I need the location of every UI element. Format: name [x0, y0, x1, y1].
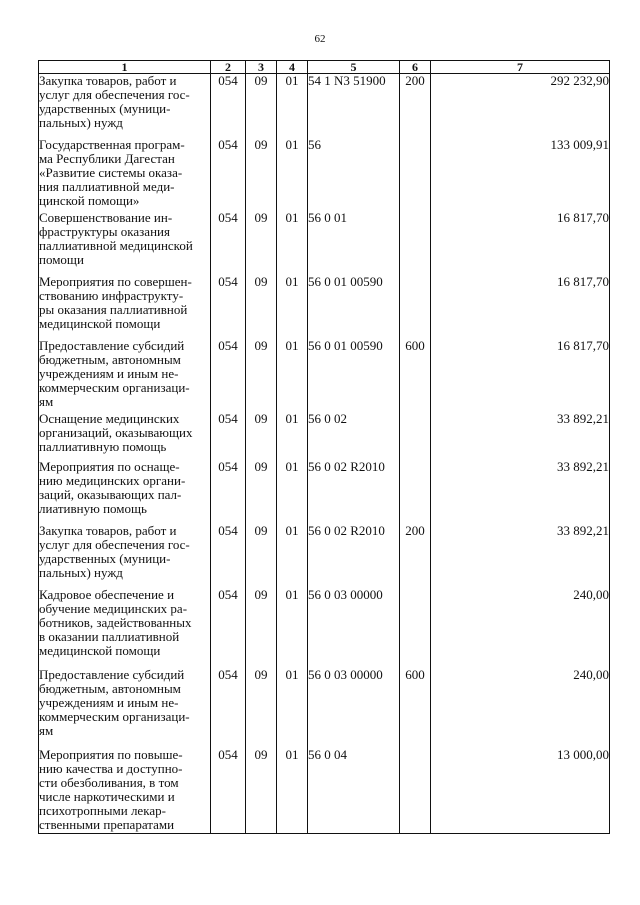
row-name-line: лиативную помощь: [39, 500, 147, 516]
row-name-line: Мероприятия по совершен-: [39, 273, 192, 289]
ministry-code-cell: 054: [211, 668, 246, 748]
section-code-cell: 09: [246, 74, 277, 138]
row-name-line: Совершенствование ин-: [39, 209, 173, 225]
row-name-line: услуг для обеспечения гос-: [39, 87, 190, 102]
table-row: [39, 74, 610, 138]
row-name-line: цинской помощи»: [39, 192, 140, 208]
row-name-line: фраструктуры оказания: [39, 223, 170, 239]
row-name-line: ботников, задействованных: [39, 614, 192, 630]
row-name-cell: [39, 668, 211, 748]
row-name-line: помощи: [39, 251, 84, 267]
section-code-cell: 09: [246, 748, 277, 834]
row-name-line: Кадровое обеспечение и: [39, 586, 175, 602]
ministry-code-cell: 054: [211, 460, 246, 524]
expense-type-cell: [400, 275, 431, 339]
header-col-3: 3: [246, 61, 277, 74]
row-name-cell: [39, 524, 211, 588]
ministry-code-cell: 054: [211, 211, 246, 275]
expense-type-cell: [400, 748, 431, 834]
subsection-code-cell: 01: [277, 588, 308, 668]
header-col-6: 6: [400, 61, 431, 74]
section-code-cell: 09: [246, 460, 277, 524]
subsection-code-cell: 01: [277, 668, 308, 748]
subsection-code-cell: 01: [277, 460, 308, 524]
row-name-cell: [39, 748, 211, 834]
amount-cell: 292 232,90: [431, 74, 610, 138]
row-name-line: паллиативную помощь: [39, 438, 167, 454]
expense-type-cell: [400, 412, 431, 460]
header-col-4: 4: [277, 61, 308, 74]
row-name-line: Мероприятия по повыше-: [39, 746, 183, 762]
row-name-line: коммерческим организаци-: [39, 379, 190, 395]
row-name-line: Закупка товаров, работ и: [39, 73, 177, 88]
expense-type-cell: [400, 211, 431, 275]
table-row: [39, 412, 610, 460]
table-row: [39, 460, 610, 524]
header-col-1: 1: [39, 61, 211, 74]
expense-type-cell: [400, 138, 431, 211]
row-name-line: ям: [39, 393, 54, 409]
table-row: [39, 748, 610, 834]
header-col-2: 2: [211, 61, 246, 74]
row-name-line: услуг для обеспечения гос-: [39, 536, 190, 552]
amount-cell: 33 892,21: [431, 412, 610, 460]
row-name-line: ния паллиативной меди-: [39, 178, 175, 194]
row-name-line: ры оказания паллиативной: [39, 301, 188, 317]
target-article-cell: 56 0 02 R2010: [308, 524, 400, 588]
row-name-cell: [39, 211, 211, 275]
row-name-line: Государственная програм-: [39, 136, 185, 152]
table-row: [39, 138, 610, 211]
target-article-cell: 56 0 01 00590: [308, 339, 400, 412]
section-code-cell: 09: [246, 412, 277, 460]
amount-cell: 33 892,21: [431, 460, 610, 524]
row-name-line: Предоставление субсидий: [39, 666, 185, 682]
row-name-line: нию медицинских органи-: [39, 472, 186, 488]
target-article-cell: 56 0 04: [308, 748, 400, 834]
section-code-cell: 09: [246, 211, 277, 275]
table-row: [39, 588, 610, 668]
ministry-code-cell: 054: [211, 588, 246, 668]
row-name-line: Закупка товаров, работ и: [39, 522, 177, 538]
row-name-line: числе наркотическими и: [39, 788, 175, 804]
table-row: [39, 524, 610, 588]
subsection-code-cell: 01: [277, 339, 308, 412]
table-row: [39, 668, 610, 748]
row-name-line: ственными препаратами: [39, 816, 175, 832]
subsection-code-cell: 01: [277, 138, 308, 211]
target-article-cell: 54 1 N3 51900: [308, 74, 400, 138]
ministry-code-cell: 054: [211, 74, 246, 138]
row-name-line: организаций, оказывающих: [39, 424, 193, 440]
subsection-code-cell: 01: [277, 748, 308, 834]
section-code-cell: 09: [246, 339, 277, 412]
amount-cell: 240,00: [431, 588, 610, 668]
ministry-code-cell: 054: [211, 748, 246, 834]
target-article-cell: 56 0 03 00000: [308, 668, 400, 748]
subsection-code-cell: 01: [277, 524, 308, 588]
expense-type-cell: 200: [400, 524, 431, 588]
row-name-line: бюджетным, автономным: [39, 351, 181, 367]
budget-table: [38, 60, 610, 834]
target-article-cell: 56 0 02: [308, 412, 400, 460]
row-name-line: медицинской помощи: [39, 315, 161, 331]
subsection-code-cell: 01: [277, 211, 308, 275]
row-name-line: в оказании паллиативной: [39, 628, 180, 644]
table-row: [39, 339, 610, 412]
ministry-code-cell: 054: [211, 138, 246, 211]
row-name-line: Предоставление субсидий: [39, 337, 185, 353]
expense-type-cell: 200: [400, 74, 431, 138]
row-name-line: бюджетным, автономным: [39, 680, 181, 696]
section-code-cell: 09: [246, 138, 277, 211]
ministry-code-cell: 054: [211, 412, 246, 460]
section-code-cell: 09: [246, 668, 277, 748]
amount-cell: 33 892,21: [431, 524, 610, 588]
subsection-code-cell: 01: [277, 275, 308, 339]
amount-cell: 240,00: [431, 668, 610, 748]
amount-cell: 16 817,70: [431, 211, 610, 275]
target-article-cell: 56 0 02 R2010: [308, 460, 400, 524]
row-name-line: «Развитие системы оказа-: [39, 164, 183, 180]
row-name-line: коммерческим организаци-: [39, 708, 190, 724]
row-name-cell: [39, 339, 211, 412]
expense-type-cell: 600: [400, 668, 431, 748]
amount-cell: 16 817,70: [431, 275, 610, 339]
header-col-7: 7: [431, 61, 610, 74]
table-row: [39, 211, 610, 275]
row-name-line: ма Республики Дагестан: [39, 150, 175, 166]
row-name-cell: [39, 74, 211, 138]
subsection-code-cell: 01: [277, 74, 308, 138]
row-name-line: пальных) нужд: [39, 564, 123, 580]
subsection-code-cell: 01: [277, 412, 308, 460]
expense-type-cell: [400, 588, 431, 668]
row-name-line: ударственных (муници-: [39, 550, 171, 566]
target-article-cell: 56 0 01: [308, 211, 400, 275]
section-code-cell: 09: [246, 524, 277, 588]
row-name-line: Оснащение медицинских: [39, 410, 180, 426]
row-name-line: медицинской помощи: [39, 642, 161, 658]
ministry-code-cell: 054: [211, 339, 246, 412]
target-article-cell: 56 0 01 00590: [308, 275, 400, 339]
row-name-line: психотропными лекар-: [39, 802, 166, 818]
ministry-code-cell: 054: [211, 524, 246, 588]
row-name-cell: [39, 138, 211, 211]
target-article-cell: 56 0 03 00000: [308, 588, 400, 668]
header-row: [39, 61, 610, 74]
row-name-cell: [39, 412, 211, 460]
row-name-line: заций, оказывающих пал-: [39, 486, 182, 502]
amount-cell: 133 009,91: [431, 138, 610, 211]
row-name-line: Мероприятия по оснаще-: [39, 458, 180, 474]
amount-cell: 16 817,70: [431, 339, 610, 412]
row-name-line: сти обезболивания, в том: [39, 774, 179, 790]
row-name-line: учреждениям и иным не-: [39, 365, 179, 381]
row-name-line: ям: [39, 722, 54, 738]
section-code-cell: 09: [246, 275, 277, 339]
page-number: 62: [314, 33, 326, 45]
amount-cell: 13 000,00: [431, 748, 610, 834]
row-name-line: нию качества и доступно-: [39, 760, 183, 776]
row-name-line: обучение медицинских ра-: [39, 600, 188, 616]
row-name-cell: [39, 275, 211, 339]
table-row: [39, 275, 610, 339]
row-name-line: учреждениям и иным не-: [39, 694, 179, 710]
row-name-line: ударственных (муници-: [39, 101, 171, 116]
ministry-code-cell: 054: [211, 275, 246, 339]
section-code-cell: 09: [246, 588, 277, 668]
row-name-line: паллиативной медицинской: [39, 237, 193, 253]
expense-type-cell: [400, 460, 431, 524]
row-name-cell: [39, 588, 211, 668]
expense-type-cell: 600: [400, 339, 431, 412]
row-name-line: пальных) нужд: [39, 115, 123, 130]
row-name-line: ствованию инфраструкту-: [39, 287, 184, 303]
row-name-cell: [39, 460, 211, 524]
header-col-5: 5: [308, 61, 400, 74]
target-article-cell: 56: [308, 138, 400, 211]
